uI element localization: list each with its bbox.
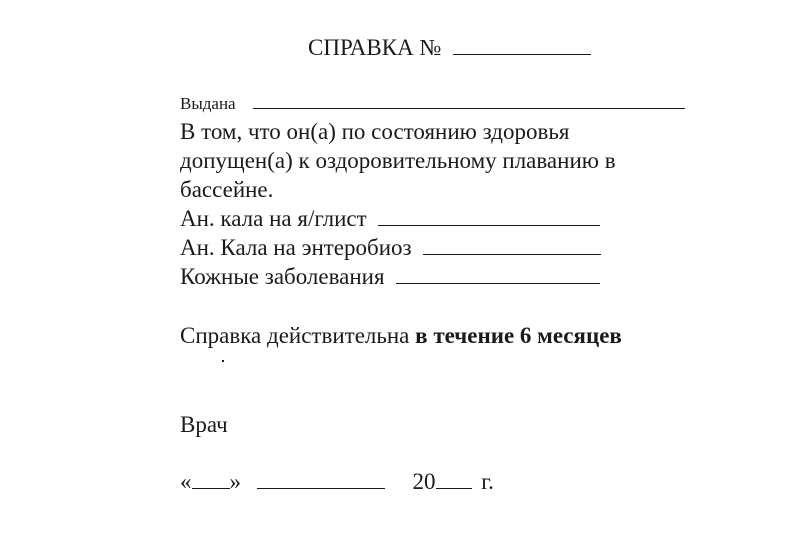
year-prefix: 20 — [412, 469, 436, 494]
issued-label: Выдана — [180, 94, 236, 113]
test-helminths-field[interactable] — [378, 206, 600, 226]
year-field[interactable] — [436, 469, 472, 489]
year-suffix: г. — [481, 469, 494, 494]
stray-dot — [222, 360, 224, 362]
validity-prefix: Справка действительна — [180, 323, 410, 348]
document-title — [308, 34, 591, 62]
issued-to-field[interactable] — [253, 89, 685, 109]
date-row — [180, 468, 494, 496]
certificate-number-field[interactable] — [453, 35, 591, 55]
day-field[interactable] — [192, 469, 230, 489]
close-quote: » — [229, 469, 241, 494]
doctor-label: Врач — [180, 412, 228, 437]
issued-row — [180, 88, 685, 118]
body-line-1: В том, что он(а) по состоянию здоровья — [180, 119, 570, 144]
month-field[interactable] — [257, 469, 385, 489]
test-row-skin — [180, 263, 600, 291]
validity-row — [180, 322, 622, 350]
body-line-3: бассейне. — [180, 177, 274, 202]
test-skin-field[interactable] — [396, 264, 600, 284]
test-label: Ан. кала на я/глист — [180, 206, 367, 231]
test-label: Ан. Кала на энтеробиоз — [180, 235, 412, 260]
title-text: СПРАВКА № — [308, 35, 442, 60]
test-row-helminths — [180, 205, 600, 233]
validity-period: в течение 6 месяцев — [415, 323, 622, 348]
test-label: Кожные заболевания — [180, 264, 385, 289]
test-enterobiasis-field[interactable] — [423, 235, 601, 255]
open-quote: « — [180, 469, 192, 494]
body-line-2: допущен(а) к оздоровительному плаванию в — [180, 148, 616, 173]
test-row-enterobiasis — [180, 234, 601, 262]
